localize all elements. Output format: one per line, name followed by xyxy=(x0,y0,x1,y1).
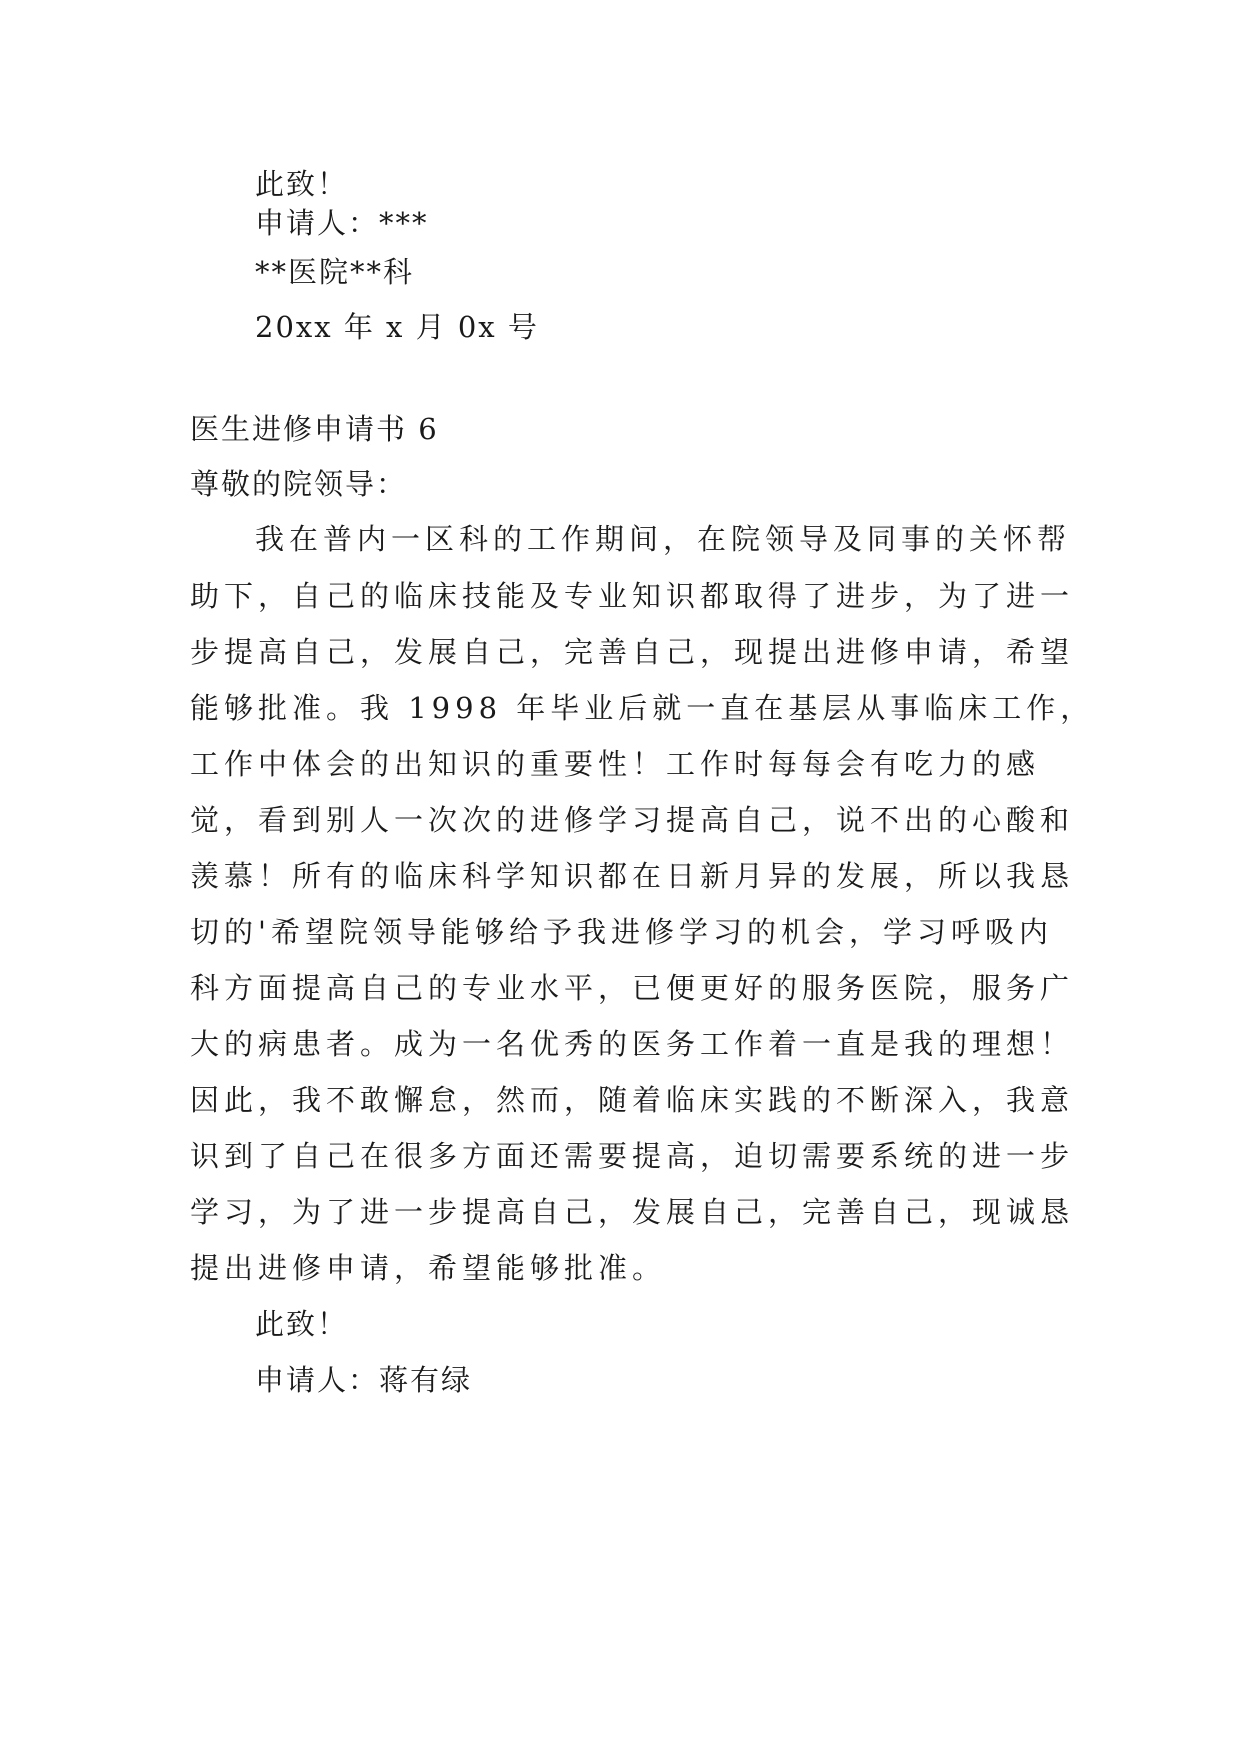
body-line: 能够批准。我 1998 年毕业后就一直在基层从事临床工作， xyxy=(190,691,1095,725)
body-line: 羡慕！所有的临床科学知识都在日新月异的发展，所以我恳 xyxy=(190,859,1075,893)
applicant-line: 申请人：蒋有绿 xyxy=(255,1363,473,1397)
body-line: 助下，自己的临床技能及专业知识都取得了进步，为了进一 xyxy=(190,579,1075,613)
body-line: 工作中体会的出知识的重要性！工作时每每会有吃力的感 xyxy=(190,747,1041,781)
closing-salutation: 此致！ xyxy=(255,1307,349,1341)
body-line: 步提高自己，发展自己，完善自己，现提出进修申请，希望 xyxy=(190,635,1075,669)
body-line: 识到了自己在很多方面还需要提高，迫切需要系统的进一步 xyxy=(190,1139,1075,1173)
body-line: 大的病患者。成为一名优秀的医务工作着一直是我的理想！ xyxy=(190,1027,1075,1061)
body-line: 觉，看到别人一次次的进修学习提高自己，说不出的心酸和 xyxy=(190,803,1075,837)
applicant-line: 申请人：*** xyxy=(255,206,429,240)
body-line: 学习，为了进一步提高自己，发展自己，完善自己，现诚恳 xyxy=(190,1195,1075,1229)
closing-salutation: 此致！ xyxy=(255,167,349,201)
date-line: 20xx 年 x 月 0x 号 xyxy=(255,310,539,344)
letter-title: 医生进修申请书 6 xyxy=(190,412,439,446)
body-line: 我在普内一区科的工作期间，在院领导及同事的关怀帮 xyxy=(255,522,1072,556)
department-line: **医院**科 xyxy=(255,255,415,289)
body-line: 提出进修申请，希望能够批准。 xyxy=(190,1251,667,1285)
body-line: 切的'希望院领导能够给予我进修学习的机会，学习呼吸内 xyxy=(190,915,1053,949)
letter-greeting: 尊敬的院领导： xyxy=(190,467,408,501)
body-line: 因此，我不敢懈怠，然而，随着临床实践的不断深入，我意 xyxy=(190,1083,1075,1117)
body-line: 科方面提高自己的专业水平，已便更好的服务医院，服务广 xyxy=(190,971,1075,1005)
